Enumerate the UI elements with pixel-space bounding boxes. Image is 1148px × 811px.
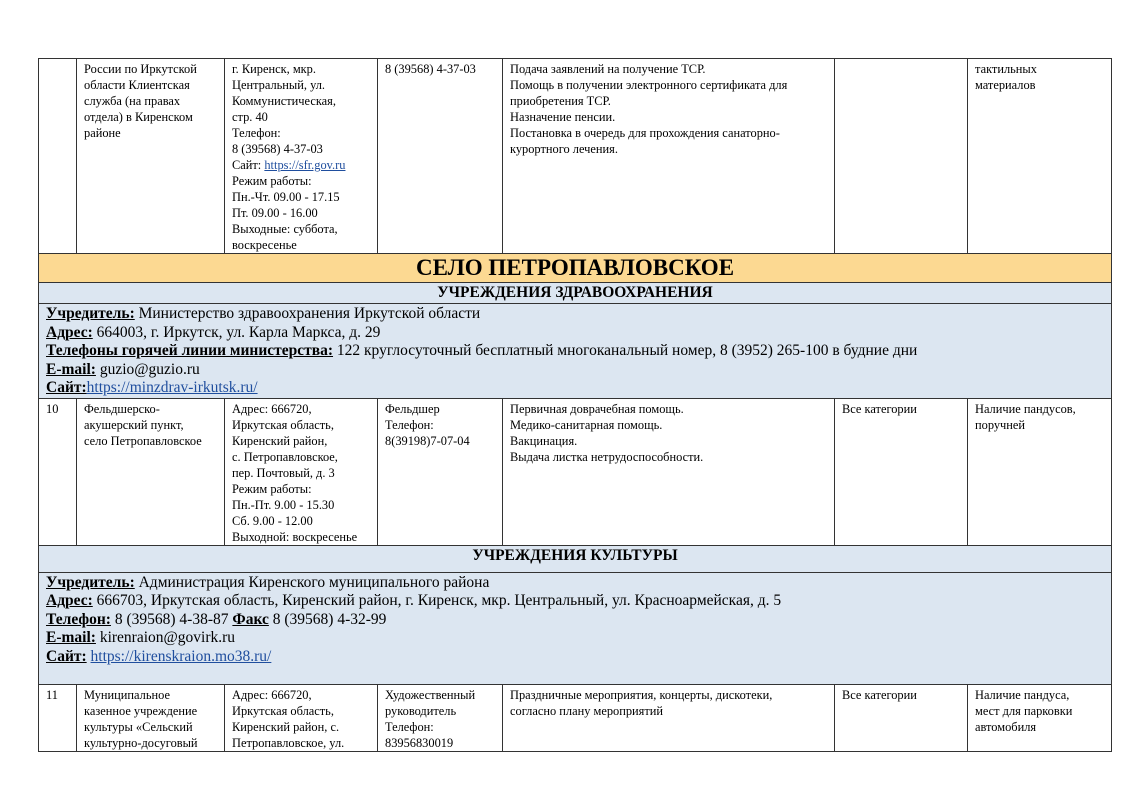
- text-line: Пн.-Чт. 09.00 - 17.15: [232, 190, 340, 204]
- organization-address: [225, 398, 378, 545]
- section-header-row: [39, 545, 1112, 572]
- text-line: Центральный, ул.: [232, 78, 325, 92]
- text-line: Коммунистическая,: [232, 94, 336, 108]
- text-line: с. Петропавловское,: [232, 449, 338, 464]
- text-line: Муниципальное: [84, 687, 170, 702]
- email-line: E-mail: kirenraion@govirk.ru: [46, 629, 236, 646]
- category: [835, 684, 968, 751]
- text-line: мест для парковки: [975, 703, 1073, 718]
- text-line: Вакцинация.: [510, 433, 578, 448]
- accessibility: [968, 59, 1112, 254]
- organization-name: [77, 398, 225, 545]
- category: [835, 398, 968, 545]
- text-line: Режим работы:: [232, 174, 312, 188]
- text-line: Выдача листка нетрудоспособности.: [510, 449, 704, 464]
- text-line: село Петропавловское: [84, 433, 202, 448]
- table-row: [39, 398, 1112, 545]
- row-number: [39, 59, 77, 254]
- accessibility: [968, 398, 1112, 545]
- text-line: Все категории: [842, 401, 917, 416]
- village-title: СЕЛО ПЕТРОПАВЛОВСКОЕ: [39, 254, 1112, 283]
- organization-name: [77, 59, 225, 254]
- culture-founder-block: [39, 572, 1112, 684]
- text-line: Адрес: 666720,: [232, 687, 312, 702]
- text-line: Пт. 09.00 - 16.00: [232, 206, 318, 220]
- table-row: [39, 59, 1112, 254]
- text-line: г. Киренск, мкр.: [232, 62, 316, 76]
- services-table: [38, 58, 1112, 752]
- text-line: области Клиентская: [84, 78, 190, 92]
- text-line: Постановка в очередь для прохождения санаторно-: [510, 126, 780, 140]
- text-line: Адрес: 666720,: [232, 401, 312, 416]
- section-header-row: [39, 283, 1112, 304]
- text-line: пер. Почтовый, д. 3: [232, 465, 335, 480]
- village-header-row: [39, 254, 1112, 283]
- address-line: Адрес: 666703, Иркутская область, Киренский район, г. Киренск, мкр. Центральный, ул. Красноармейская, д. 5: [46, 592, 782, 609]
- founder-line: Учредитель: Министерство здравоохранения Иркутской области: [46, 305, 481, 322]
- address-line: Адрес: 664003, г. Иркутск, ул. Карла Маркса, д. 29: [46, 323, 381, 341]
- services-list: [503, 59, 835, 254]
- text-line: поручней: [975, 417, 1026, 432]
- text-line: руководитель: [385, 703, 457, 718]
- category: [835, 59, 968, 254]
- text-line: приобретения ТСР.: [510, 94, 611, 108]
- text-line: Киренский район, с.: [232, 719, 340, 734]
- text-line: Выходной: воскресенье: [232, 529, 358, 544]
- text-line: Фельдшер: [385, 401, 440, 416]
- text-line: Выходные: суббота,: [232, 222, 338, 236]
- text-line: Наличие пандуса,: [975, 687, 1070, 702]
- text-line: Фельдшерско-: [84, 401, 160, 416]
- text-line: культурно-досуговый: [84, 735, 198, 750]
- text-line: Художественный: [385, 687, 476, 702]
- minzdrav-site-link[interactable]: https://minzdrav-irkutsk.ru/: [86, 379, 258, 396]
- site-line: Сайт: https://kirenskraion.mo38.ru/: [46, 647, 272, 665]
- text-line: Назначение пенсии.: [510, 110, 616, 124]
- text-line: отдела) в Киренском: [84, 110, 193, 124]
- row-number: 10: [39, 398, 77, 545]
- health-section-title: УЧРЕЖДЕНИЯ ЗДРАВООХРАНЕНИЯ: [39, 283, 1112, 304]
- text-line: Подача заявлений на получение ТСР.: [510, 62, 706, 76]
- health-founder-block: [39, 304, 1112, 399]
- text-line: курортного лечения.: [510, 142, 618, 156]
- text-line: 83956830019: [385, 735, 454, 750]
- text-line: автомобиля: [975, 719, 1037, 734]
- text-line: Телефон:: [385, 719, 434, 734]
- text-line: Все категории: [842, 687, 917, 702]
- text-line: материалов: [975, 78, 1036, 92]
- table-row: [39, 684, 1112, 751]
- text-line: Режим работы:: [232, 481, 312, 496]
- contact-info: [378, 398, 503, 545]
- text-line: Иркутская область,: [232, 703, 334, 718]
- contact-info: [378, 59, 503, 254]
- text-line: Праздничные мероприятия, концерты, дискотеки,: [510, 687, 773, 702]
- text-line: культуры «Сельский: [84, 719, 193, 734]
- text-line: согласно плану мероприятий: [510, 703, 664, 718]
- text-line: Петропавловское, ул.: [232, 735, 345, 750]
- text-line: Наличие пандусов,: [975, 401, 1076, 416]
- services-list: [503, 398, 835, 545]
- text-line: 8 (39568) 4-37-03: [232, 142, 323, 156]
- text-line: Телефон:: [232, 126, 281, 140]
- accessibility: [968, 684, 1112, 751]
- services-list: [503, 684, 835, 751]
- sfr-site-link[interactable]: https://sfr.gov.ru: [264, 158, 346, 172]
- text-line: Медико-санитарная помощь.: [510, 417, 663, 432]
- culture-section-title: УЧРЕЖДЕНИЯ КУЛЬТУРЫ: [39, 545, 1112, 572]
- text-line: Помощь в получении электронного сертификата для: [510, 78, 788, 92]
- text-line: Пн.-Пт. 9.00 - 15.30: [232, 497, 335, 512]
- text-line: Первичная доврачебная помощь.: [510, 401, 684, 416]
- row-number: 11: [39, 684, 77, 751]
- organization-address: г. Киренск, мкр. Центральный, ул. Коммунистическая, стр. 40 Телефон: 8 (39568) 4-37-03 Сайт: https://sfr.gov.ru Режим работы: Пн.-Чт. 09.00 - 17.15 Пт. 09.00 - 16.00 Выходные: суббота, воскресенье: [225, 59, 378, 254]
- text-line: районе: [84, 126, 121, 140]
- text-line: 8 (39568) 4-37-03: [385, 62, 476, 76]
- email-line: E-mail: guzio@guzio.ru: [46, 360, 200, 378]
- text-line: служба (на правах: [84, 94, 181, 108]
- text-line: 8(39198)7-07-04: [385, 433, 470, 448]
- kirenskraion-site-link[interactable]: https://kirenskraion.mo38.ru/: [90, 647, 272, 665]
- text-line: казенное учреждение: [84, 703, 198, 718]
- text-line: тактильных: [975, 62, 1037, 76]
- organization-address: [225, 684, 378, 751]
- contact-info: [378, 684, 503, 751]
- organization-name: [77, 684, 225, 751]
- text-line: Сб. 9.00 - 12.00: [232, 513, 313, 528]
- text-line: Киренский район,: [232, 433, 328, 448]
- hotline-line: Телефоны горячей линии министерства: 122 круглосуточный бесплатный многоканальный номер, 8 (3952) 265-100 в будние дни: [46, 342, 918, 359]
- site-line: Сайт:https://minzdrav-irkutsk.ru/: [46, 379, 258, 396]
- text-line: воскресенье: [232, 238, 297, 252]
- text-line: России по Иркутской: [84, 62, 197, 76]
- founder-line: Учредитель: Администрация Киренского муниципального района: [46, 573, 490, 591]
- text-line: акушерский пункт,: [84, 417, 184, 432]
- text-line: стр. 40: [232, 110, 268, 124]
- text-line: Телефон:: [385, 417, 434, 432]
- text-line: Иркутская область,: [232, 417, 334, 432]
- phone-line: Телефон: 8 (39568) 4-38-87 Факс 8 (39568) 4-32-99: [46, 610, 387, 628]
